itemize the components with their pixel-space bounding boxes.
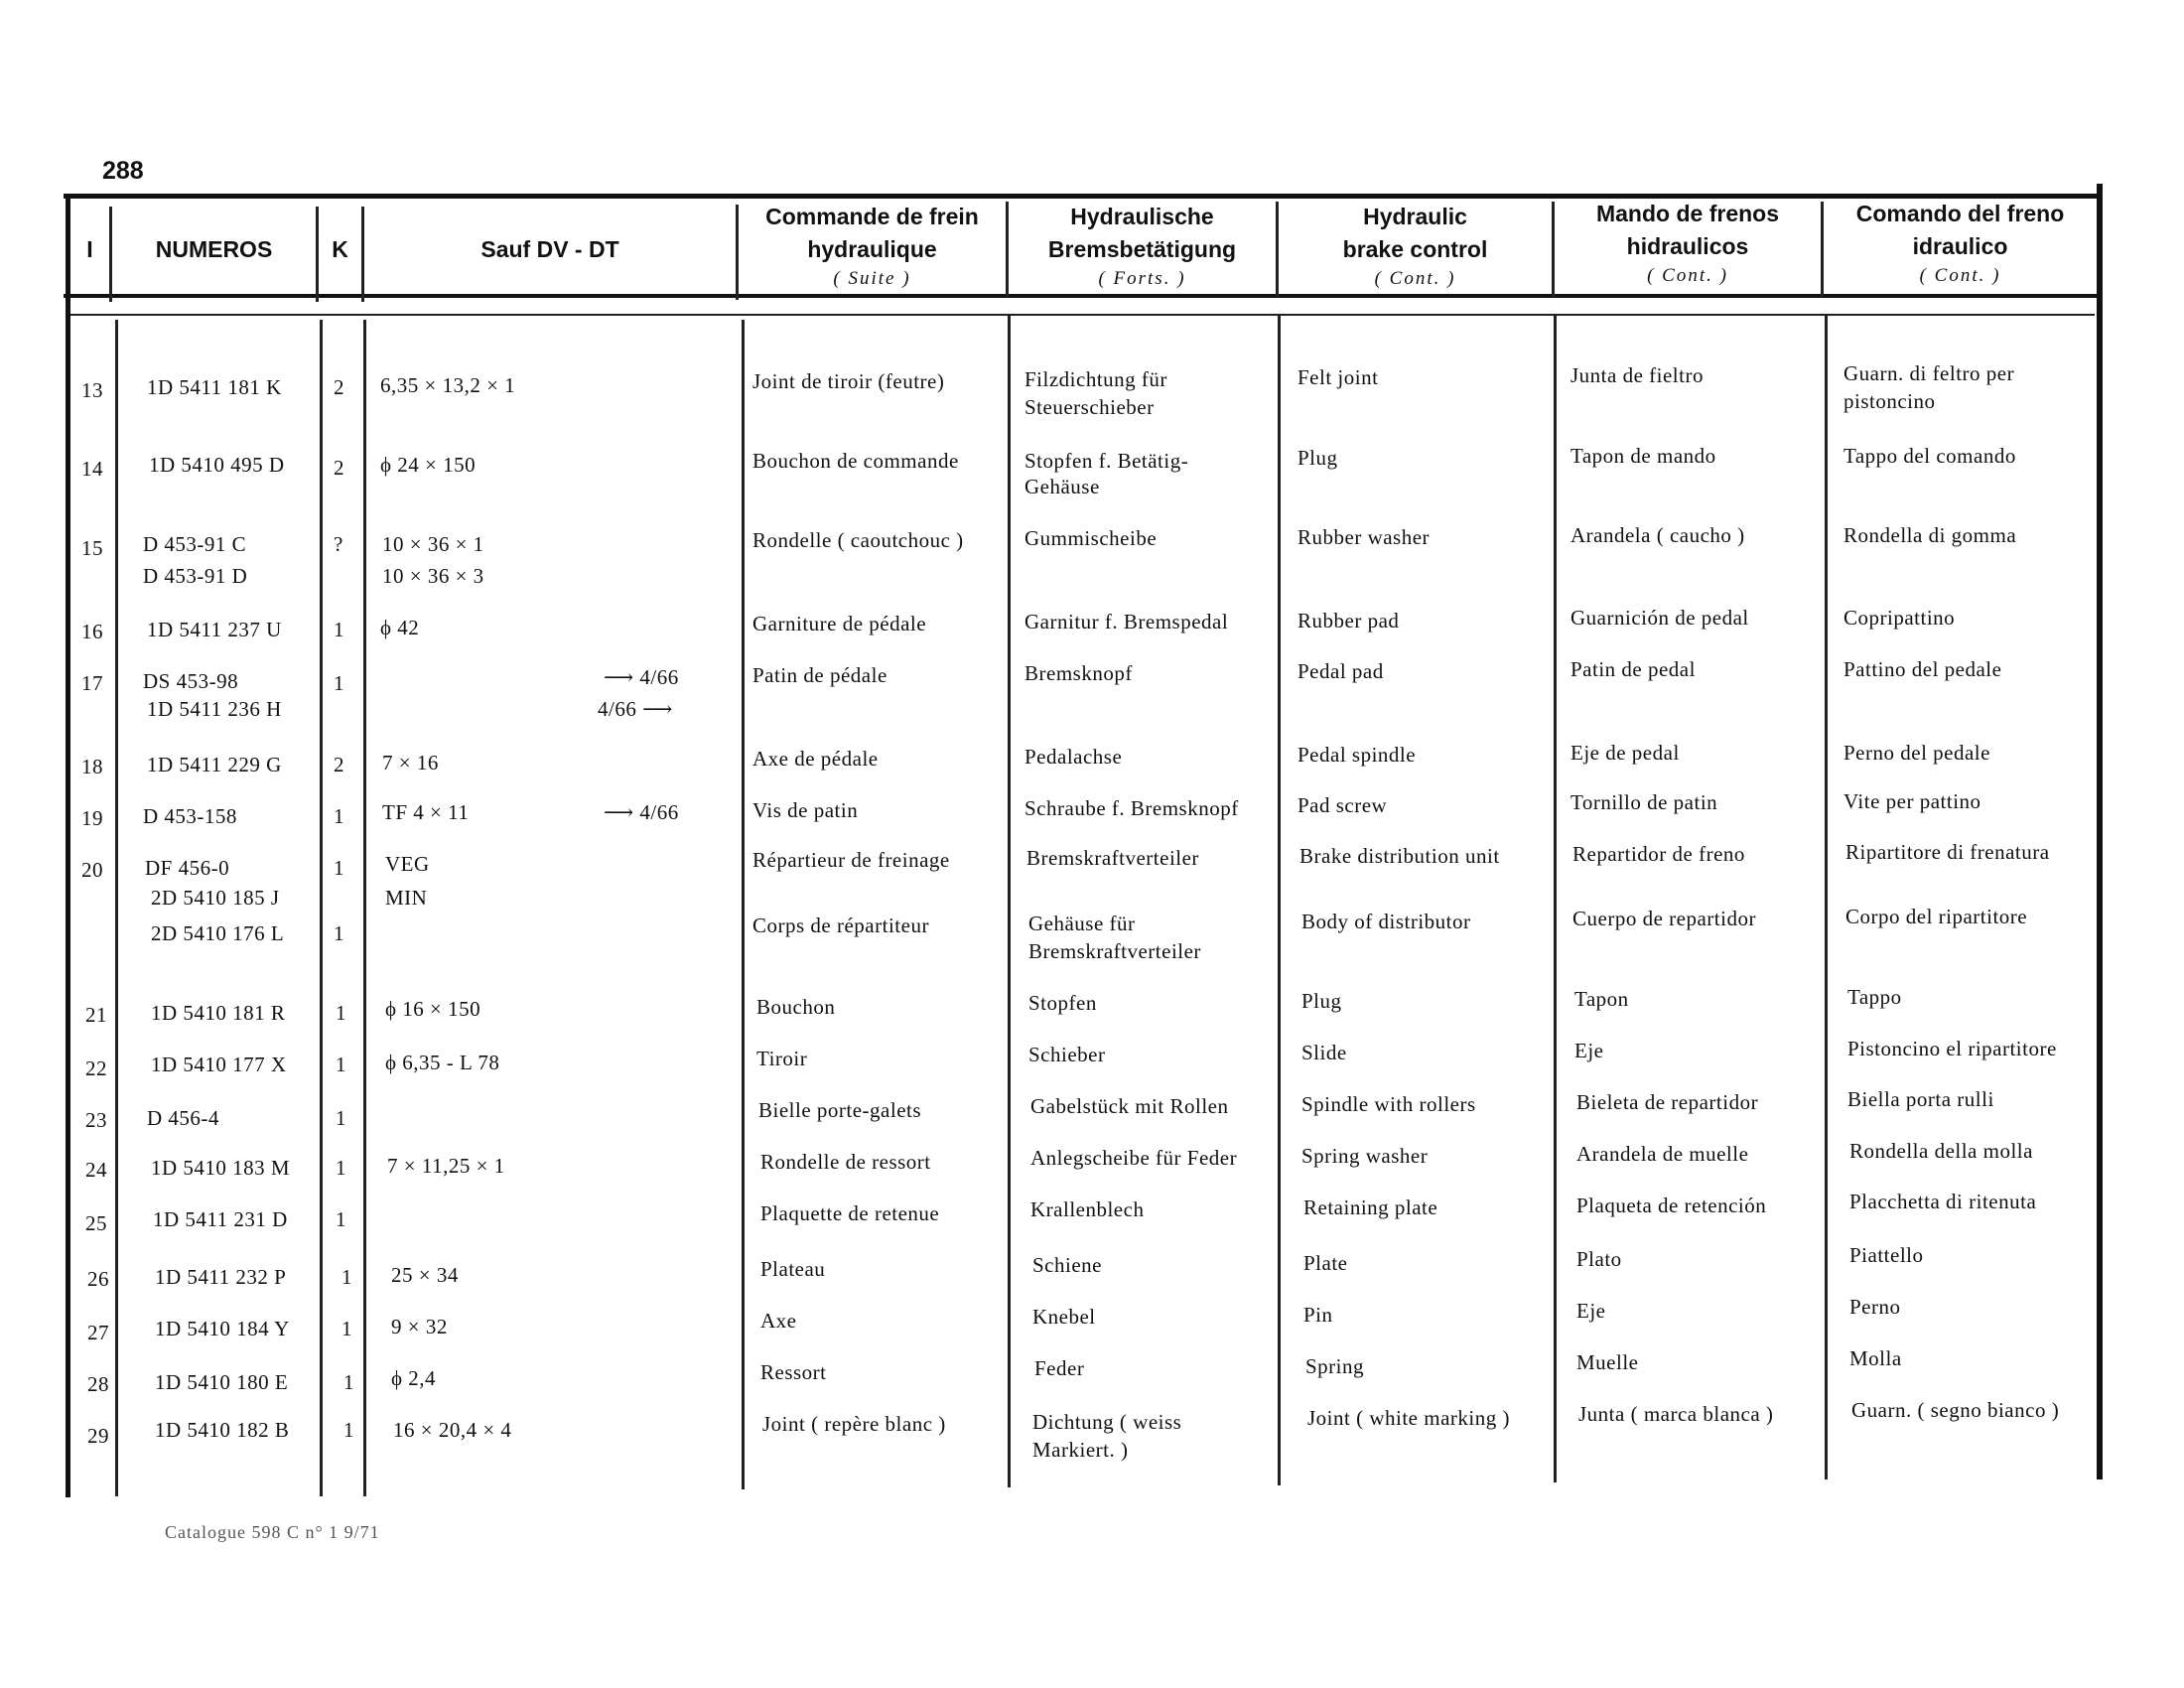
row-index: 29: [87, 1424, 109, 1448]
col-separator: [115, 320, 118, 1496]
dimensions: ϕ 24 × 150: [380, 453, 477, 477]
quantity-k: 1: [334, 618, 344, 641]
quantity-k: ?: [334, 532, 343, 556]
desc-english: Felt joint: [1297, 365, 1379, 389]
quantity-k: 1: [334, 671, 344, 695]
desc-english: Plate: [1303, 1251, 1348, 1275]
quantity-k: 1: [334, 856, 344, 880]
desc-italian: Ripartitore di frenatura: [1845, 840, 2050, 864]
row-index: 17: [81, 671, 103, 695]
quantity-k: 2: [334, 375, 344, 399]
quantity-k: 1: [336, 1053, 346, 1076]
desc-spanish: Tapon de mando: [1570, 444, 1716, 468]
desc-french: Axe de pédale: [752, 747, 879, 771]
part-number: 1D 5411 232 P: [155, 1265, 287, 1289]
dimensions: ϕ 2,4: [391, 1366, 437, 1390]
desc-english: Brake distribution unit: [1299, 844, 1500, 868]
desc-german: Schieber: [1028, 1043, 1106, 1066]
row-index: 28: [87, 1372, 109, 1396]
desc-spanish: Plaqueta de retención: [1576, 1194, 1767, 1217]
desc-spanish: Tapon: [1574, 987, 1629, 1011]
quantity-k: 1: [334, 921, 344, 945]
header-spanish: Mando de frenos hidraulicos ( Cont. ): [1595, 201, 1779, 286]
desc-italian: Tappo: [1847, 985, 1902, 1009]
desc-french: Joint ( repère blanc ): [762, 1412, 946, 1436]
desc-spanish: Muelle: [1576, 1350, 1639, 1374]
dimensions: 16 × 20,4 × 4: [393, 1418, 512, 1442]
desc-french: Axe: [760, 1309, 797, 1333]
desc-german: Garnitur f. Bremspedal: [1024, 610, 1229, 633]
desc-italian: Perno del pedale: [1843, 741, 1990, 765]
table-right-border: [2097, 184, 2103, 1479]
desc-spanish: Patin de pedal: [1570, 657, 1696, 681]
row-index: 18: [81, 755, 103, 778]
desc-german: Stopfen f. Betätig-: [1024, 449, 1189, 473]
desc-french: Répartieur de freinage: [752, 848, 950, 872]
dimensions: ϕ 16 × 150: [385, 997, 481, 1021]
part-number: DF 456-0: [145, 856, 230, 880]
row-index: 21: [85, 1003, 107, 1027]
header-english: Hydraulic brake control ( Cont. ): [1342, 204, 1488, 289]
desc-spanish: Bieleta de repartidor: [1576, 1090, 1759, 1114]
desc-german: Gummischeibe: [1024, 526, 1158, 550]
part-number: 1D 5410 183 M: [151, 1156, 291, 1180]
desc-french: Patin de pédale: [752, 663, 887, 687]
row-index: 25: [85, 1211, 107, 1235]
desc-italian: Rondella di gomma: [1843, 523, 2017, 547]
desc-spanish: Cuerpo de repartidor: [1572, 907, 1756, 930]
desc-italian: Piattello: [1849, 1243, 1924, 1267]
row-index: 15: [81, 536, 103, 560]
desc-spanish: Junta de fieltro: [1570, 363, 1704, 387]
desc-french: Ressort: [760, 1360, 827, 1384]
desc-italian: Rondella della molla: [1849, 1139, 2033, 1163]
desc-german: Dichtung ( weiss: [1032, 1410, 1182, 1434]
header-italian: Comando del freno idraulico ( Cont. ): [1855, 201, 2065, 286]
part-number: 1D 5410 182 B: [155, 1418, 290, 1442]
part-number: 1D 5410 177 X: [151, 1053, 287, 1076]
desc-german: Gehäuse für: [1028, 912, 1136, 935]
dimensions: ϕ 6,35 - L 78: [385, 1051, 500, 1074]
quantity-k: 1: [343, 1418, 354, 1442]
quantity-k: 1: [336, 1156, 346, 1180]
part-number: D 456-4: [147, 1106, 219, 1130]
part-number: 2D 5410 176 L: [151, 921, 285, 945]
desc-english: Pad screw: [1297, 793, 1388, 817]
header-index: I: [86, 235, 93, 262]
desc-german-line2: Gehäuse: [1024, 475, 1100, 498]
part-number: 1D 5410 184 Y: [155, 1317, 290, 1340]
desc-english: Rubber washer: [1297, 525, 1431, 549]
header-numeros: NUMEROS: [155, 235, 273, 262]
desc-spanish: Tornillo de patin: [1570, 790, 1718, 814]
desc-spanish: Arandela ( caucho ): [1570, 523, 1745, 547]
desc-italian: Pistoncino el ripartitore: [1847, 1037, 2057, 1060]
desc-italian: Vite per pattino: [1843, 789, 1981, 813]
part-number: 1D 5411 231 D: [153, 1207, 288, 1231]
desc-english: Plug: [1301, 989, 1342, 1013]
desc-french: Bouchon de commande: [752, 449, 959, 473]
row-index: 14: [81, 457, 103, 481]
part-number: 1D 5411 237 U: [147, 618, 282, 641]
desc-german: Bremskraftverteiler: [1026, 846, 1199, 870]
col-separator: [1825, 316, 1828, 1479]
desc-german: Feder: [1034, 1356, 1085, 1380]
col-separator: [1278, 316, 1281, 1485]
desc-spanish: Junta ( marca blanca ): [1578, 1402, 1774, 1426]
row-index: 24: [85, 1158, 107, 1182]
row-index: 23: [85, 1108, 107, 1132]
desc-spanish: Eje: [1576, 1299, 1606, 1323]
dimensions: 9 × 32: [391, 1315, 448, 1338]
desc-english: Pedal spindle: [1297, 743, 1417, 767]
desc-italian: Guarn. di feltro per: [1843, 361, 2015, 385]
desc-german: Schiene: [1032, 1253, 1102, 1277]
row-index: 26: [87, 1267, 109, 1291]
part-number-alt: 1D 5411 236 H: [147, 697, 282, 721]
desc-french: Joint de tiroir (feutre): [752, 369, 945, 393]
part-number: 1D 5410 181 R: [151, 1001, 286, 1025]
desc-english: Slide: [1301, 1041, 1347, 1064]
desc-english: Retaining plate: [1303, 1196, 1438, 1219]
dimensions-alt: 10 × 36 × 3: [382, 564, 484, 588]
dimensions: 7 × 11,25 × 1: [387, 1154, 505, 1178]
desc-english: Joint ( white marking ): [1307, 1406, 1510, 1430]
desc-spanish: Guarnición de pedal: [1570, 606, 1749, 630]
desc-italian: Pattino del pedale: [1843, 657, 2002, 681]
part-number: DS 453-98: [143, 669, 239, 693]
desc-german: Bremsknopf: [1024, 661, 1133, 685]
desc-french: Corps de répartiteur: [752, 914, 929, 937]
quantity-k: 1: [336, 1106, 346, 1130]
part-number: D 453-91 C: [143, 532, 247, 556]
part-number-alt: D 453-91 D: [143, 564, 248, 588]
dimensions: ϕ 42: [380, 616, 420, 639]
col-separator: [363, 320, 366, 1496]
desc-spanish: Eje de pedal: [1570, 741, 1680, 765]
quantity-k: 2: [334, 753, 344, 776]
quantity-k: 1: [336, 1207, 346, 1231]
row-index: 22: [85, 1056, 107, 1080]
row-index: 13: [81, 378, 103, 402]
desc-italian: Perno: [1849, 1295, 1901, 1319]
desc-english: Plug: [1297, 446, 1338, 470]
row-index: 16: [81, 620, 103, 643]
quantity-k: 1: [334, 804, 344, 828]
desc-italian: Molla: [1849, 1346, 1902, 1370]
desc-french: Plateau: [760, 1257, 826, 1281]
header-k: K: [332, 235, 348, 262]
desc-spanish: Repartidor de freno: [1572, 842, 1745, 866]
desc-italian: Guarn. ( segno bianco ): [1851, 1398, 2060, 1422]
desc-german: Anlegscheibe für Feder: [1030, 1146, 1238, 1170]
desc-spanish: Arandela de muelle: [1576, 1142, 1749, 1166]
page-number: 288: [102, 157, 144, 185]
desc-english: Spring washer: [1301, 1144, 1429, 1168]
desc-french: Bielle porte-galets: [758, 1098, 922, 1122]
part-number: 1D 5410 495 D: [149, 453, 285, 477]
date-range: ⟶ 4/66: [604, 800, 679, 824]
col-separator: [320, 320, 323, 1496]
quantity-k: 1: [336, 1001, 346, 1025]
desc-german: Filzdichtung für: [1024, 367, 1167, 391]
desc-italian-line2: pistoncino: [1843, 389, 1936, 413]
table-left-border: [66, 197, 70, 1497]
header-sauf: Sauf DV - DT: [480, 235, 619, 262]
desc-french: Tiroir: [756, 1047, 808, 1070]
dimensions: TF 4 × 11: [382, 800, 470, 824]
part-number: D 453-158: [143, 804, 237, 828]
desc-german: Krallenblech: [1030, 1197, 1145, 1221]
part-number: 1D 5411 229 G: [147, 753, 282, 776]
desc-german-line2: Markiert. ): [1032, 1438, 1129, 1462]
desc-english: Spindle with rollers: [1301, 1092, 1476, 1116]
desc-french: Vis de patin: [752, 798, 859, 822]
quantity-k: 2: [334, 456, 344, 480]
header-french: Commande de frein hydraulique ( Suite ): [765, 204, 979, 289]
desc-spanish: Eje: [1574, 1039, 1604, 1062]
quantity-k: 1: [341, 1265, 352, 1289]
quantity-k: 1: [343, 1370, 354, 1394]
desc-italian: Biella porta rulli: [1847, 1087, 1994, 1111]
desc-english: Spring: [1305, 1354, 1365, 1378]
col-separator: [1554, 316, 1557, 1482]
dimensions: 7 × 16: [382, 751, 439, 774]
desc-italian: Placchetta di ritenuta: [1849, 1190, 2037, 1213]
desc-french: Bouchon: [756, 995, 836, 1019]
dimensions: MIN: [385, 886, 428, 910]
desc-german: Knebel: [1032, 1305, 1096, 1329]
desc-english: Pin: [1303, 1303, 1333, 1327]
desc-french: Plaquette de retenue: [760, 1201, 940, 1225]
date-range: ⟶ 4/66: [604, 665, 679, 689]
desc-german: Stopfen: [1028, 991, 1097, 1015]
desc-french: Rondelle de ressort: [760, 1150, 931, 1174]
desc-german-line2: Steuerschieber: [1024, 395, 1155, 419]
desc-italian: Copripattino: [1843, 606, 1956, 630]
quantity-k: 1: [341, 1317, 352, 1340]
date-range-alt: 4/66 ⟶: [598, 697, 673, 721]
desc-italian: Tappo del comando: [1843, 444, 2016, 468]
desc-german-line2: Bremskraftverteiler: [1028, 939, 1201, 963]
row-index: 20: [81, 858, 103, 882]
part-number: 1D 5411 181 K: [147, 375, 282, 399]
desc-english: Pedal pad: [1297, 659, 1384, 683]
desc-spanish: Plato: [1576, 1247, 1622, 1271]
desc-english: Body of distributor: [1301, 910, 1471, 933]
desc-italian: Corpo del ripartitore: [1845, 905, 2028, 928]
body-top-rule: [69, 314, 2095, 316]
desc-german: Pedalachse: [1024, 745, 1123, 769]
row-index: 27: [87, 1321, 109, 1344]
col-separator: [742, 320, 745, 1489]
desc-german: Schraube f. Bremsknopf: [1024, 796, 1239, 820]
dimensions: 6,35 × 13,2 × 1: [380, 373, 516, 397]
desc-french: Rondelle ( caoutchouc ): [752, 528, 964, 552]
part-number: 1D 5410 180 E: [155, 1370, 289, 1394]
row-index: 19: [81, 806, 103, 830]
header-bottom-rule: [64, 294, 2097, 298]
dimensions: 10 × 36 × 1: [382, 532, 484, 556]
col-separator: [1008, 316, 1011, 1487]
header-german: Hydraulische Bremsbetätigung ( Forts. ): [1047, 204, 1237, 289]
desc-french: Garniture de pédale: [752, 612, 927, 635]
catalogue-footer: Catalogue 598 C n° 1 9/71: [165, 1522, 380, 1542]
desc-english: Rubber pad: [1297, 609, 1400, 633]
dimensions: VEG: [385, 852, 430, 876]
desc-german: Gabelstück mit Rollen: [1030, 1094, 1229, 1118]
dimensions: 25 × 34: [391, 1263, 459, 1287]
part-number: 2D 5410 185 J: [151, 886, 280, 910]
